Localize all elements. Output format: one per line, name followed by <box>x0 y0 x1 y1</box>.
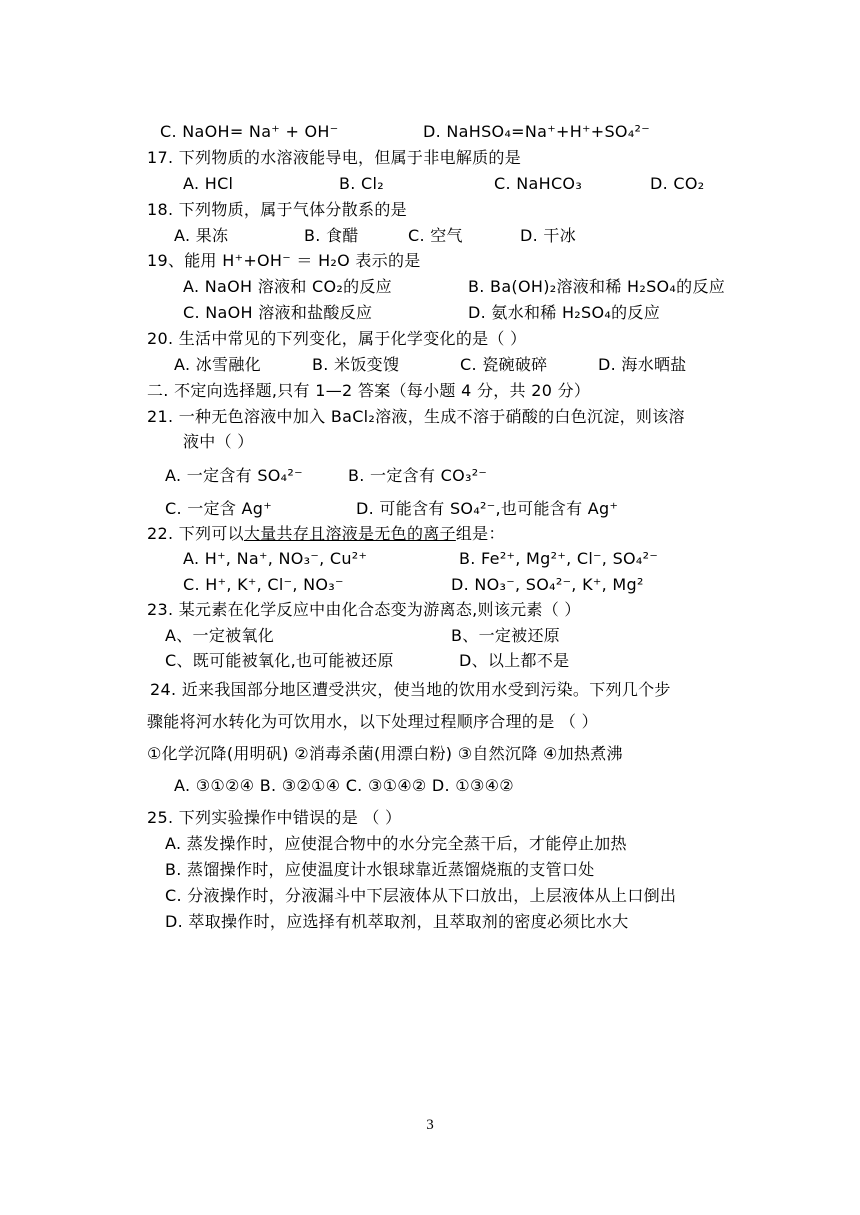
q25-option-c: C. 分液操作时，分液漏斗中下层液体从下口放出，上层液体从上口倒出 <box>165 886 677 905</box>
q17-option-b: B. Cl₂ <box>339 174 384 193</box>
q24-stem-line1: 24. 近来我国部分地区遭受洪灾，使当地的饮用水受到污染。下列几个步 <box>150 680 671 699</box>
q18-stem: 18. 下列物质，属于气体分散系的是 <box>147 200 407 219</box>
q23-option-d: D、以上都不是 <box>459 651 570 670</box>
q22-option-d: D. NO₃⁻, SO₄²⁻, K⁺, Mg² <box>451 575 644 594</box>
q25-option-b: B. 蒸馏操作时，应使温度计水银球靠近蒸馏烧瓶的支管口处 <box>165 860 595 879</box>
q23-option-b: B、一定被还原 <box>451 626 561 645</box>
q22-option-a: A. H⁺, Na⁺, NO₃⁻, Cu²⁺ <box>183 549 368 568</box>
q19-option-c: C. NaOH 溶液和盐酸反应 <box>183 303 373 322</box>
q22-option-c: C. H⁺, K⁺, Cl⁻, NO₃⁻ <box>183 575 344 594</box>
q20-option-d: D. 海水晒盐 <box>598 355 687 374</box>
q19-option-d: D. 氨水和稀 H₂SO₄的反应 <box>468 303 660 322</box>
q16-option-c: C. NaOH= Na⁺ + OH⁻ <box>160 122 339 141</box>
q21-stem-line1: 21. 一种无色溶液中加入 BaCl₂溶液，生成不溶于硝酸的白色沉淀，则该溶 <box>147 407 685 426</box>
section-2-heading: 二. 不定向选择题,只有 1—2 答案（每小题 4 分，共 20 分） <box>147 381 591 400</box>
q24-stem-line2: 骤能将河水转化为可饮用水，以下处理过程顺序合理的是 （ ） <box>147 712 598 731</box>
q23-option-a: A、一定被氧化 <box>165 626 275 645</box>
q17-option-c: C. NaHCO₃ <box>494 174 583 193</box>
q24-options: A. ③①②④ B. ③②①④ C. ③①④② D. ①③④② <box>174 776 514 795</box>
q17-stem: 17. 下列物质的水溶液能导电，但属于非电解质的是 <box>147 148 522 167</box>
q22-stem <box>147 524 505 544</box>
q21-stem-line2: 液中（ ） <box>183 432 254 451</box>
q22-stem-prefix: 22. 下列可以 <box>147 524 244 543</box>
q19-stem: 19、能用 H⁺+OH⁻ ＝ H₂O 表示的是 <box>147 251 421 270</box>
q23-option-c: C、既可能被氧化,也可能被还原 <box>165 651 394 670</box>
q16-option-d: D. NaHSO₄=Na⁺+H⁺+SO₄²⁻ <box>423 122 650 141</box>
q20-option-a: A. 冰雪融化 <box>174 355 261 374</box>
q18-option-d: D. 干冰 <box>520 226 576 245</box>
q25-stem: 25. 下列实验操作中错误的是 （ ） <box>147 808 402 827</box>
q17-option-d: D. CO₂ <box>650 174 705 193</box>
q25-option-a: A. 蒸发操作时，应使混合物中的水分完全蒸干后，才能停止加热 <box>165 834 627 853</box>
q21-option-b: B. 一定含有 CO₃²⁻ <box>348 466 488 485</box>
q20-stem: 20. 生活中常见的下列变化，属于化学变化的是（ ） <box>147 329 527 348</box>
q22-stem-suffix: 组是： <box>455 524 505 543</box>
q21-option-c: C. 一定含 Ag⁺ <box>165 499 272 518</box>
q20-option-c: C. 瓷碗破碎 <box>460 355 548 374</box>
q21-option-d: D. 可能含有 SO₄²⁻,也可能含有 Ag⁺ <box>356 499 619 518</box>
page-number: 3 <box>426 1117 434 1133</box>
q19-option-b: B. Ba(OH)₂溶液和稀 H₂SO₄的反应 <box>468 277 726 296</box>
q22-stem-underlined: 大量共存且溶液是无色的离子 <box>243 524 456 543</box>
q19-option-a: A. NaOH 溶液和 CO₂的反应 <box>183 277 392 296</box>
q18-option-b: B. 食醋 <box>304 226 359 245</box>
q17-option-a: A. HCl <box>183 174 234 193</box>
q22-option-b: B. Fe²⁺, Mg²⁺, Cl⁻, SO₄²⁻ <box>459 549 659 568</box>
q21-option-a: A. 一定含有 SO₄²⁻ <box>165 466 303 485</box>
q25-option-d: D. 萃取操作时，应选择有机萃取剂，且萃取剂的密度必须比水大 <box>165 912 629 931</box>
q18-option-a: A. 果冻 <box>174 226 229 245</box>
q23-stem: 23. 某元素在化学反应中由化合态变为游离态,则该元素（ ） <box>147 600 581 619</box>
q18-option-c: C. 空气 <box>408 226 463 245</box>
q20-option-b: B. 米饭变馊 <box>312 355 400 374</box>
q24-steps: ①化学沉降(用明矾) ②消毒杀菌(用漂白粉) ③自然沉降 ④加热煮沸 <box>147 744 623 763</box>
